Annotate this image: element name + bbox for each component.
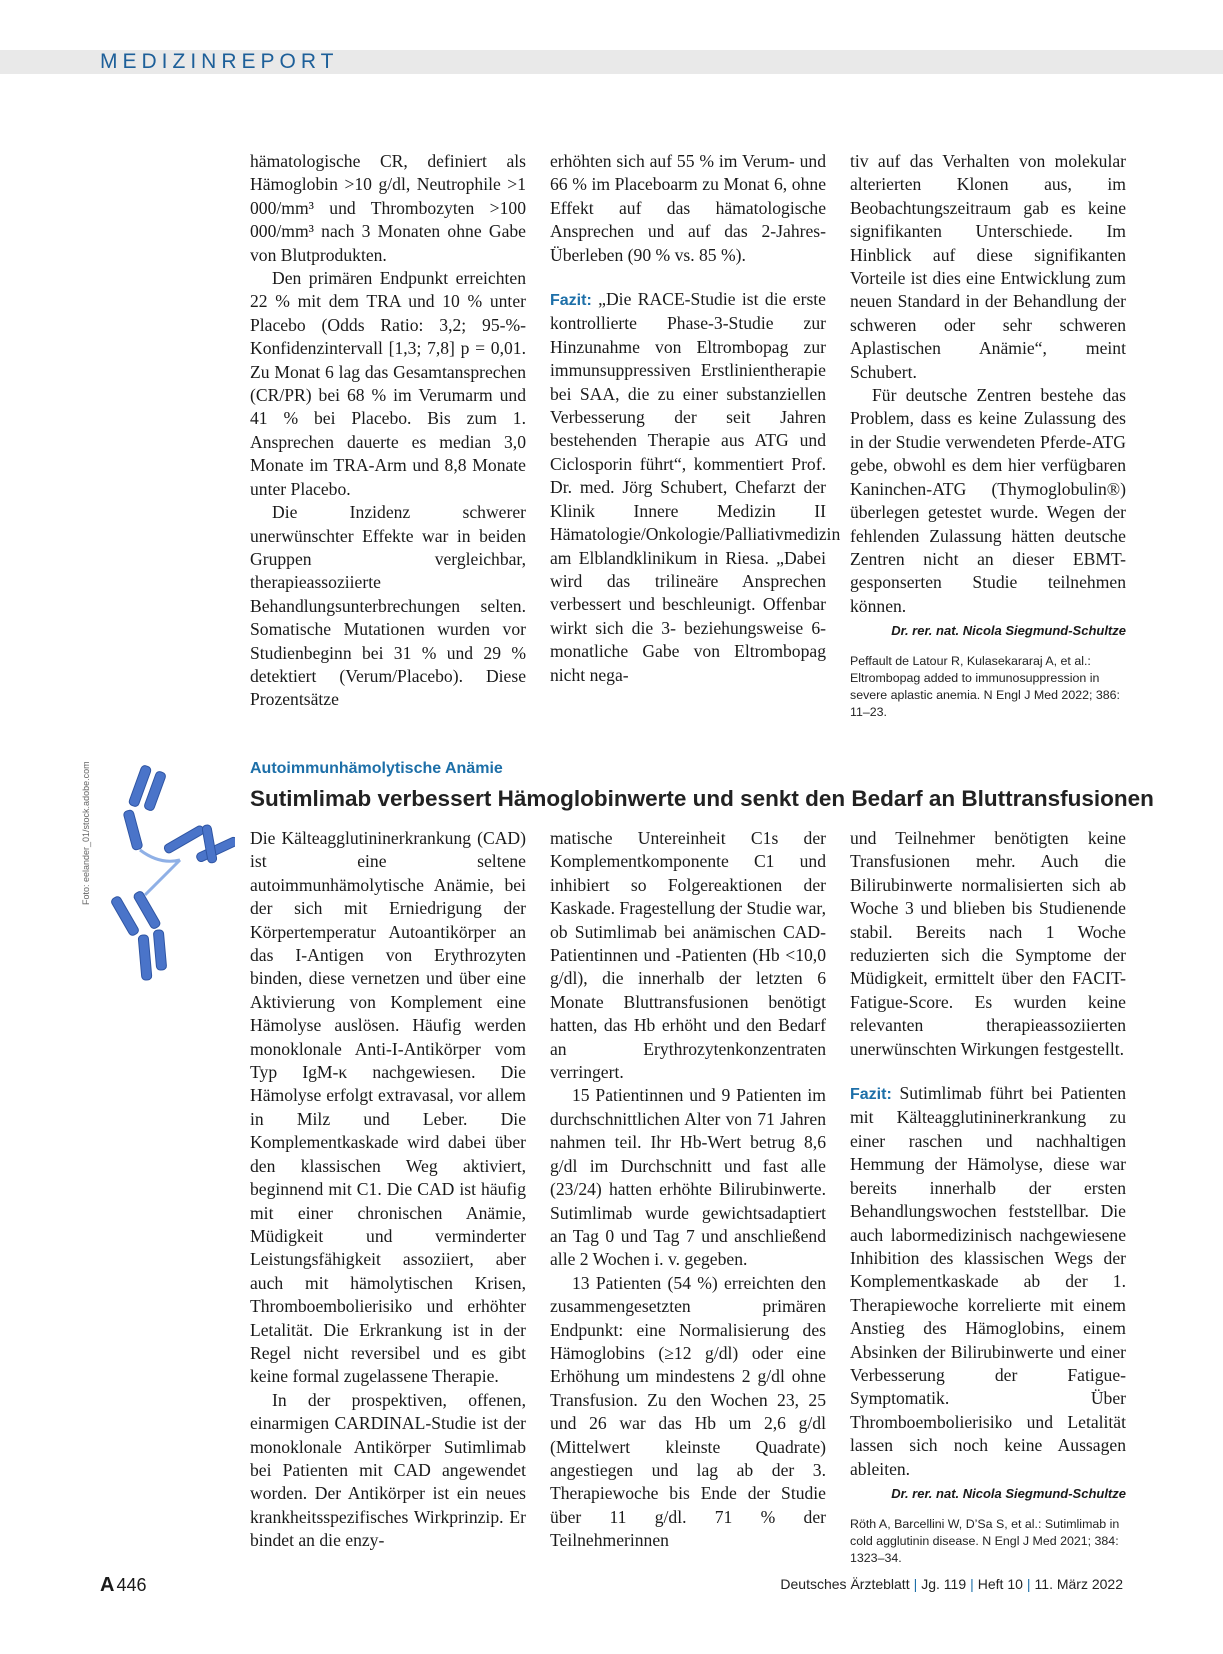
article2-column-1 xyxy=(250,827,526,1553)
antibody-illustration xyxy=(100,755,235,985)
article1-column-2 xyxy=(550,150,841,687)
section-label: MEDIZINREPORT xyxy=(100,50,339,73)
paragraph: 15 Patientinnen und 9 Patienten im durchschnittlichen Alter von 71 Jahren nahmen teil. Ihr Hb-Wert betrug 8,6 g/dl im Durchschnitt und fast alle (23/24) hatten erhöhte Bilirubinwerte. Sutimlimab wurde gewichtsadaptiert an Tag 0 und Tag 7 und anschließend alle 2 Wochen i. v. gegeben. xyxy=(550,1085,826,1270)
article2-column-3 xyxy=(850,827,1126,1567)
journal-date: 11. März 2022 xyxy=(1034,1576,1123,1592)
separator: | xyxy=(1026,1576,1031,1592)
paragraph: Die Inzidenz schwerer unerwünschter Effekte war in beiden Gruppen vergleichbar, therapieassoziierte Behandlungsunterbrechungen selten. Somatische Mutationen wurden vor Studienbeginn bei 31 % und 29 % detektiert (Verum/Placebo). Diese Prozentsätze xyxy=(250,502,526,710)
article-kicker: Autoimmunhämolytische Anämie xyxy=(250,760,503,777)
article2-column-2 xyxy=(550,827,826,1553)
paragraph: Für deutsche Zentren bestehe das Problem, dass es keine Zulassung des in der Studie verwendeten Pferde-ATG gebe, obwohl es dem hier verfügbaren Kaninchen-ATG (Thymoglobulin®) überlegen getestet wurde. Wegen der fehlenden Zulassung hätten deutsche Zentren nicht an dieser EBMT-gesponserten Studie teilnehmen können. xyxy=(850,385,1126,616)
paragraph: Die Kälteagglutininerkrankung (CAD) ist eine seltene autoimmunhämolytische Anämie, bei der sich mit Erniedrigung der Körpertemperatur Autoantikörper an das I-Antigen von Erythrozyten binden, diese vernetzen und über eine Aktivierung von Komplement eine Hämolyse auslösen. Häufig werden monoklonale Anti-I-Antikörper vom Typ IgM-κ nachgewiesen. Die Hämolyse erfolgt extravasal, vor allem in Milz und Leber. Die Komplementkaskade wird dabei über den klassischen Weg aktiviert, beginnend mit C1. Die CAD ist häufig mit einer chronischen Anämie, Müdigkeit und verminderter Leistungsfähigkeit assoziiert, aber auch mit hämolytischen Krisen, Thromboembolierisiko und erhöhter Letalität. Die Erkrankung ist in der Regel nicht reversibel und es gibt keine formal zugelassene Therapie. xyxy=(250,828,526,1387)
paragraph: In der prospektiven, offenen, einarmigen CARDINAL-Studie ist der monoklonale Antikörper Sutimlimab bei Patienten mit CAD angewendet worden. Der Antikörper ist ein neues krankheitsspezifisches Wirkprinzip. Er bindet an die enzy- xyxy=(250,1389,526,1551)
paragraph: matische Untereinheit C1s der Komplementkomponente C1 und inhibiert so Folgereaktionen der Kaskade. Fragestellung der Studie war, ob Sutimlimab bei anämischen CAD-Patientinnen und -Patienten (Hb <10,0 g/dl), die innerhalb der letzten 6 Monate Bluttransfusionen benötigt hatten, das Hb erhöht und den Bedarf an Erythrozytenkonzentraten verringert. xyxy=(550,828,826,1083)
article1-column-3 xyxy=(850,150,1126,721)
photo-credit: Foto: eelander_01/stock.adobe.com xyxy=(81,761,91,905)
article-headline: Sutimlimab verbessert Hämoglobinwerte und senkt den Bedarf an Bluttransfusionen xyxy=(250,786,1154,811)
journal-info xyxy=(780,1576,1123,1592)
separator: | xyxy=(913,1576,918,1592)
fazit-text: „Die RACE-Studie ist die erste kontrollierte Phase-3-Studie zur Hinzunahme von Eltrombopag zur immunsuppressiven Erstlinientherapie bei SAA, die zu einer substanziellen Verbesserung der seit Jahren bestehenden Therapie aus ATG und Ciclosporin führt“, kommentiert Prof. Dr. med. Jörg Schubert, Chefarzt der Klinik Innere Medizin II Hämatologie/Onkologie/Palliativmedizin am Elblandklinikum in Riesa. „Dabei wird das trilineäre Ansprechen verbessert und beschleunigt. Offenbar wirkt sich die 3- beziehungsweise 6-monatliche Gabe von Eltrombopag nicht nega- xyxy=(550,289,841,685)
paragraph: und Teilnehmer benötigten keine Transfusionen mehr. Auch die Bilirubinwerte normalisierten sich ab Woche 3 und blieben bis Studienende stabil. Bereits nach 1 Woche reduzierten sich die Symptome der Müdigkeit, ermittelt über den FACIT-Fatigue-Score. Es wurden keine relevanten therapieassoziierten unerwünschten Wirkungen festgestellt. xyxy=(850,828,1126,1059)
journal-volume: Jg. 119 xyxy=(921,1576,967,1592)
paragraph: Den primären Endpunkt erreichten 22 % mit dem TRA und 10 % unter Placebo (Odds Ratio: 3,2; 95-%-Konfidenzintervall [1,3; 7,8] p = 0,01. Zu Monat 6 lag das Gesamtansprechen (CR/PR) bei 68 % im Verumarm und 41 % bei Placebo. Bis zum 1. Ansprechen dauerte es median 3,0 Monate im TRA-Arm und 8,8 Monate unter Placebo. xyxy=(250,268,526,499)
journal-issue: Heft 10 xyxy=(977,1576,1023,1592)
author-byline: Dr. rer. nat. Nicola Siegmund-Schultze xyxy=(891,623,1126,639)
article1-column-1 xyxy=(250,150,526,712)
fazit-text: Sutimlimab führt bei Patienten mit Kälteagglutininerkrankung zu einer raschen und nachhaltigen Hemmung der Hämolyse, diese war bereits innerhalb der ersten Behandlungswochen feststellbar. Die auch labormedizinisch nachgewiesene Inhibition des klassischen Wegs der Komplementkaskade ab der 1. Therapiewoche korrelierte mit einem Anstieg des Hämoglobins, einem Absinken der Bilirubinwerte und einer Verbesserung der Fatigue-Symptomatik. Über Thromboembolierisiko und Letalität lassen sich noch keine Aussagen ableiten. xyxy=(850,1083,1126,1479)
fazit-label: Fazit: xyxy=(850,1086,892,1104)
journal-name: Deutsches Ärzteblatt xyxy=(780,1576,910,1592)
citation: Peffault de Latour R, Kulasekararaj A, et al.: Eltrombopag added to immunosuppression in severe aplastic anemia. N Engl J Med 2022; 386: 11–23. xyxy=(850,654,1120,720)
fazit-paragraph xyxy=(550,288,841,687)
paragraph: erhöhten sich auf 55 % im Verum- und 66 % im Placeboarm zu Monat 6, ohne Effekt auf das hämatologische Ansprechen und auf das 2-Jahres-Überleben (90 % vs. 85 %). xyxy=(550,151,826,265)
page-letter: A xyxy=(100,1574,115,1596)
paragraph: tiv auf das Verhalten von molekular alterierten Klonen aus, im Beobachtungszeitraum gab es keine signifikanten Unterschiede. Im Hinblick auf diese signifikanten Vorteile ist dies eine Entwicklung zum neuen Standard in der Behandlung der schweren oder sehr schweren Aplastischen Anämie“, meint Schubert. xyxy=(850,151,1126,382)
page-footer xyxy=(100,1574,1123,1598)
citation: Röth A, Barcellini W, D’Sa S, et al.: Sutimlimab in cold agglutinin disease. N Engl J Med 2021; 384: 1323–34. xyxy=(850,1516,1120,1565)
author-byline: Dr. rer. nat. Nicola Siegmund-Schultze xyxy=(891,1485,1126,1501)
paragraph: 13 Patienten (54 %) erreichten den zusammengesetzten primären Endpunkt: eine Normalisierung des Hämoglobins (≥12 g/dl) oder eine Erhöhung um mindestens 2 g/dl ohne Transfusion. Zu den Wochen 23, 25 und 26 war das Hb um 2,6 g/dl (Mittelwert kleinste Quadrate) angestiegen und lag ab der 3. Therapiewoche bis Ende der Studie über 11 g/dl. 71 % der Teilnehmerinnen xyxy=(550,1272,826,1551)
page-number: 446 xyxy=(116,1575,147,1595)
fazit-label: Fazit: xyxy=(550,292,592,310)
paragraph: hämatologische CR, definiert als Hämoglobin >10 g/dl, Neutrophile >1 000/mm³ und Thrombozyten >100 000/mm³ nach 3 Monaten ohne Gabe von Blutprodukten. xyxy=(250,151,526,265)
separator: | xyxy=(970,1576,974,1592)
fazit-paragraph xyxy=(850,1082,1126,1481)
